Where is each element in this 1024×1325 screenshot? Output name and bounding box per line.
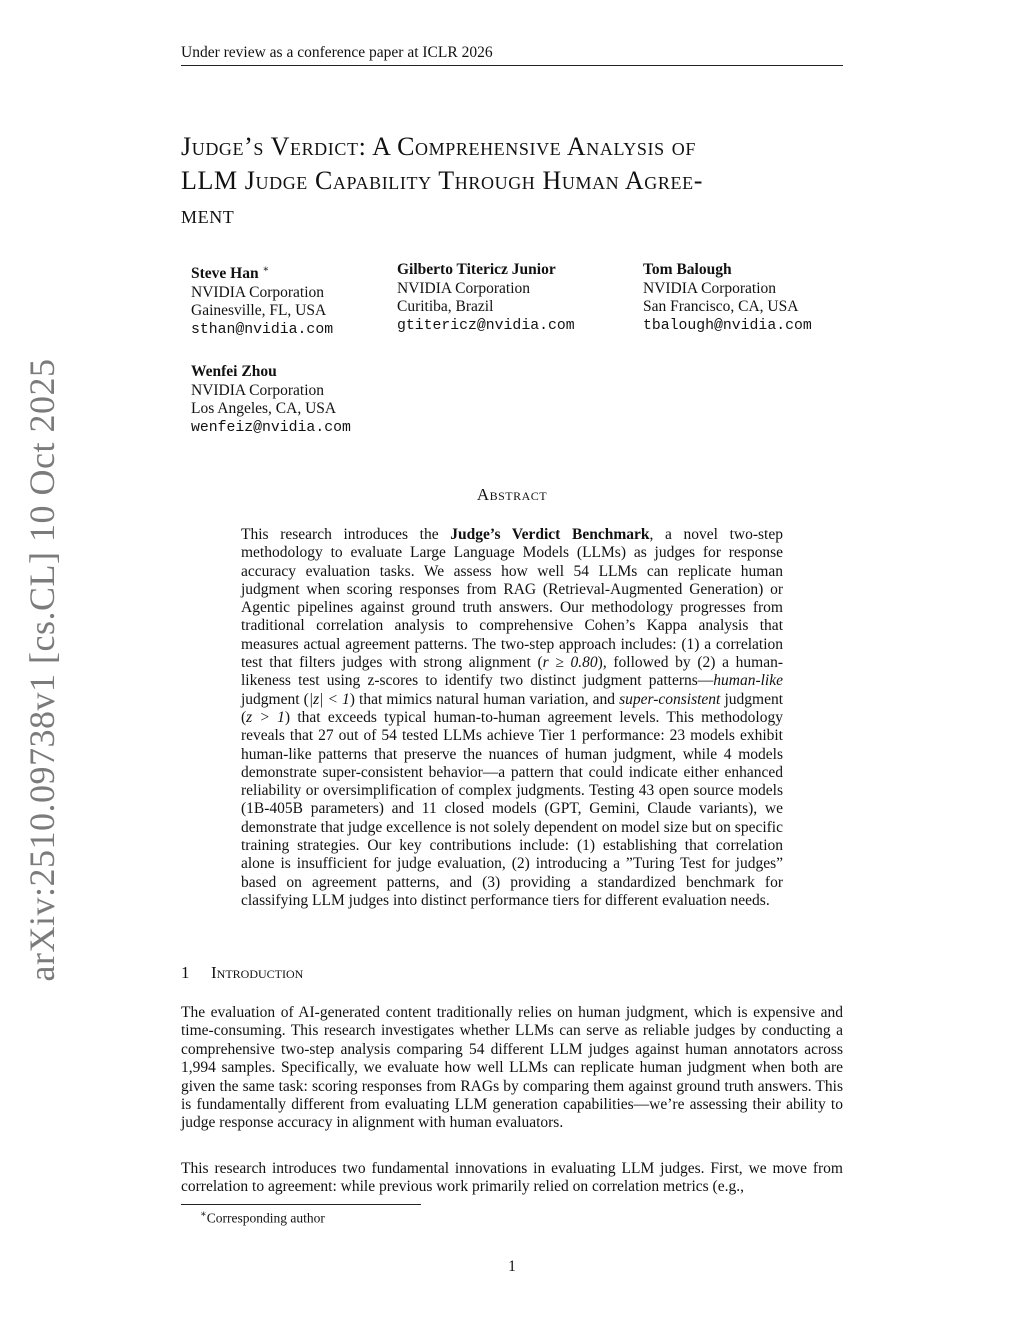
footnote-text: Corresponding author bbox=[206, 1210, 325, 1226]
author-affiliation: NVIDIA Corporation bbox=[191, 381, 325, 399]
abstract-heading: Abstract bbox=[476, 485, 548, 504]
author-location: Curitiba, Brazil bbox=[397, 298, 494, 315]
abstract-text: ) that exceeds typical human-to-human agreement levels. This methodology reveals that 27 out of 54 tested LLMs achieve Tier 1 performance: 23 models exhibit human-like patterns that preserve the nuances of human judgment, while 4 models demonstrate super-consistent behavior—a pattern that could indicate either enhanced reliability or oversimplification of complex judgments. Testing 43 open source models (1B-405B parameters) and 11 closed models (GPT, Gemini, Claude variants), we demonstrate that judge excellence is not solely dependent on model size but on specific training strategies. Our key contributions include: (1) establishing that correlation alone is insufficient for judge evaluation, (2) introducing a ”Turing Test for judges” based on agreement patterns, and (3) providing a standardized benchmark for classifying LLM judges into distinct performance tiers for different evaluation needs. bbox=[241, 708, 783, 909]
page-number: 1 bbox=[508, 1258, 516, 1275]
footnote-mark: ∗ bbox=[200, 1209, 207, 1220]
math-correlation-threshold: r ≥ 0.80 bbox=[542, 654, 598, 672]
section-heading-introduction bbox=[181, 963, 303, 983]
title-line-2: LLM Judge Capability Through Human Agree- bbox=[181, 166, 703, 195]
abstract-text: This research introduces the bbox=[241, 526, 451, 543]
author-block bbox=[191, 261, 333, 339]
abstract-text: judgment ( bbox=[241, 690, 784, 726]
term-super-consistent: super-consistent bbox=[619, 690, 721, 708]
math-z-less-than: |z| < 1 bbox=[308, 690, 350, 708]
author-affiliation: NVIDIA Corporation bbox=[643, 279, 777, 297]
arxiv-identifier[interactable]: arXiv:2510.09738v1 [cs.CL] 10 Oct 2025 bbox=[22, 358, 62, 982]
abstract-text: ), followed by (2) a human-likeness test using z-scores to identify two distinct judgment patterns— bbox=[241, 654, 784, 690]
footnote-rule bbox=[181, 1204, 421, 1205]
section-number: 1 bbox=[181, 963, 190, 982]
header-rule bbox=[181, 65, 843, 66]
paper-title bbox=[181, 130, 861, 232]
abstract-body bbox=[241, 526, 783, 910]
author-email[interactable]: wenfeiz@nvidia.com bbox=[191, 419, 351, 436]
term-human-like: human-like bbox=[713, 672, 783, 690]
author-location: Los Angeles, CA, USA bbox=[191, 400, 337, 417]
author-name: Wenfei Zhou bbox=[191, 363, 277, 380]
author-block bbox=[397, 261, 575, 335]
benchmark-name: Judge’s Verdict Benchmark bbox=[450, 526, 650, 543]
author-affiliation: NVIDIA Corporation bbox=[191, 283, 325, 301]
title-line-3: ment bbox=[181, 200, 235, 229]
author-name: Tom Balough bbox=[643, 261, 732, 278]
author-email[interactable]: tbalough@nvidia.com bbox=[643, 317, 812, 334]
title-line-1: Judge’s Verdict: A Comprehensive Analysis of bbox=[181, 132, 697, 161]
author-location: Gainesville, FL, USA bbox=[191, 302, 327, 320]
intro-paragraph-2: This research introduces two fundamental innovations in evaluating LLM judges. First, we move from correlation to agreement: while previous work primarily relied on correlation metrics (e.g., bbox=[181, 1160, 843, 1196]
abstract-text: , a novel two-step methodology to evaluate Large Language Models (LLMs) as judges for response accuracy evaluation tasks. We assess how well 54 LLMs can replicate human judgment when scoring responses from RAG (Retrieval-Augmented Generation) or Agentic pipelines against ground truth answers. Our methodology progresses from traditional correlation analysis to comprehensive Cohen’s Kappa analysis that measures actual agreement patterns. The two-step approach includes: (1) a correlation test that filters judges with strong alignment ( bbox=[241, 526, 783, 672]
author-email[interactable]: sthan@nvidia.com bbox=[191, 321, 334, 338]
author-block bbox=[191, 363, 351, 437]
author-name: Steve Han bbox=[191, 265, 259, 283]
corresponding-author-mark: ∗ bbox=[262, 264, 270, 275]
author-block bbox=[643, 261, 812, 335]
section-title: Introduction bbox=[211, 963, 304, 982]
author-name: Gilberto Titericz Junior bbox=[397, 261, 556, 278]
author-affiliation: NVIDIA Corporation bbox=[397, 279, 531, 297]
running-header: Under review as a conference paper at ICLR 2026 bbox=[181, 44, 493, 61]
intro-paragraph-1: The evaluation of AI-generated content traditionally relies on human judgment, which is expensive and time-consuming. This research investigates whether LLMs can serve as reliable judges by conducting a comprehensive two-step analysis comparing 54 different LLM judges against human annotators across 1,994 samples. Specifically, we evaluate how well LLMs can replicate human judgment when both are given the same task: scoring responses from RAGs by comparing them against ground truth answers. This is fundamentally different from evaluating LLM generation capabilities—we’re assessing their ability to judge response accuracy in alignment with human evaluators. bbox=[181, 1004, 843, 1132]
footnote bbox=[200, 1209, 325, 1227]
author-email[interactable]: gtitericz@nvidia.com bbox=[397, 317, 575, 334]
abstract-text: judgment ( bbox=[241, 690, 309, 708]
math-z-greater-than: z > 1 bbox=[246, 708, 285, 726]
abstract-text: ) that mimics natural human variation, and bbox=[349, 690, 620, 708]
author-location: San Francisco, CA, USA bbox=[643, 298, 799, 315]
